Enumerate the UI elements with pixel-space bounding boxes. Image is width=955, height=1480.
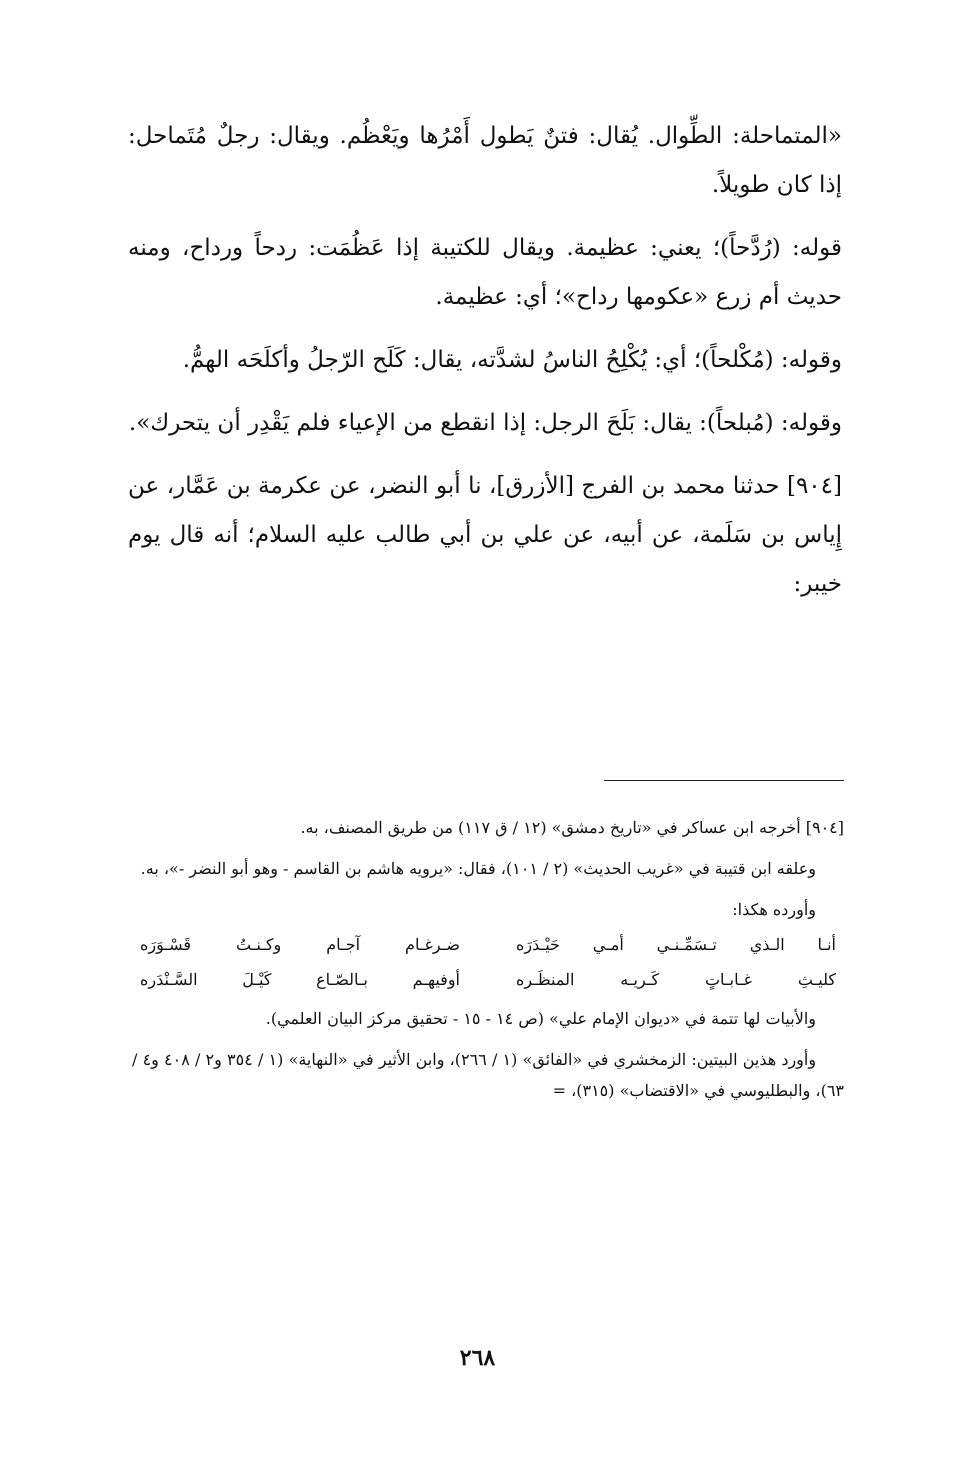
footnote-ibn-qutayba: وعلقه ابن قتيبة في «غريب الحديث» (٢ / ١٠١)، فقال: «يرويه هاشم بن القاسم - وهو أبو النضر -»، به. [140, 859, 816, 878]
verse-1-first-hemistich: أنـا الـذي تـسَمِّـنـي أمـي حَيْـدَرَه [516, 935, 836, 954]
paragraph-mubliha: وقوله: (مُبلحاً): يقال: بَلَحَ الرجل: إذا انقطع من الإعياء فلم يَقْدِر أن يتحرك». [128, 410, 842, 436]
paragraph-definition-mutamahila: «المتماحلة: الطِّوال. يُقال: فتنٌ يَطول أَمْرُها ويَعْظُم. ويقال: رجلٌ مُتَماحل: إذا كان طويلاً. [128, 123, 842, 198]
footnote-takhrij: [٩٠٤] أخرجه ابن عساكر في «تاريخ دمشق» (١٢ / ق ١١٧) من طريق المصنف، به. [300, 818, 844, 837]
paragraph-hadith-904: [٩٠٤] حدثنا محمد بن الفرج [الأزرق]، نا أبو النضر، عن عكرمة بن عَمَّار، عن إِياس بن سَلَمة، عن أبيه، عن علي بن أبي طالب عليه السلام؛ أنه قال يوم خيبر: [128, 473, 842, 597]
verse-line-1 [132, 927, 844, 962]
page-number: ٢٦٨ [459, 1345, 496, 1371]
verse-1-second-hemistich: ضـرغـام آجـام وكـنـتُ قَسْـوَرَه [140, 935, 460, 954]
footnote-other-sources: وأورد هذين البيتين: الزمخشري في «الفائق» (١ / ٢٦٦)، وابن الأثير في «النهاية» (١ / ٣٥٤ و٢ / ٤٠٨ و٤ / ٦٣)، والبطليوسي في «الاقتضاب» (٣١٥)، = [132, 1050, 844, 1100]
main-text [128, 112, 842, 623]
footnote-separator [604, 780, 844, 781]
footnote-verse-intro: وأورده هكذا: [732, 900, 816, 919]
paragraph-radah: قوله: (رُدَّحاً)؛ يعني: عظيمة. ويقال للكتيبة إذا عَظُمَت: ردحاً ورداح، ومنه حديث أم زرع «عكومها رداح»؛ أي: عظيمة. [128, 235, 842, 310]
verse-line-2 [132, 962, 844, 997]
paragraph-mukliha: وقوله: (مُكْلحاً)؛ أي: يُكْلِحُ الناسُ لشدَّته، يقال: كَلَح الرّجلُ وأكلَحَه الهمُّ. [182, 347, 842, 373]
footnotes [132, 812, 844, 1116]
verse-2-first-hemistich: كليـثِ غـابـاتٍ كَـريـه المنظَـره [516, 970, 836, 989]
verse-2-second-hemistich: أوفيهـم بـالصّـاع كَيْـلَ السَّـنْدَره [140, 970, 460, 989]
footnote-diwan: والأبيات لها تتمة في «ديوان الإمام علي» (ص ١٤ - ١٥ - تحقيق مركز البيان العلمي). [265, 1009, 816, 1028]
